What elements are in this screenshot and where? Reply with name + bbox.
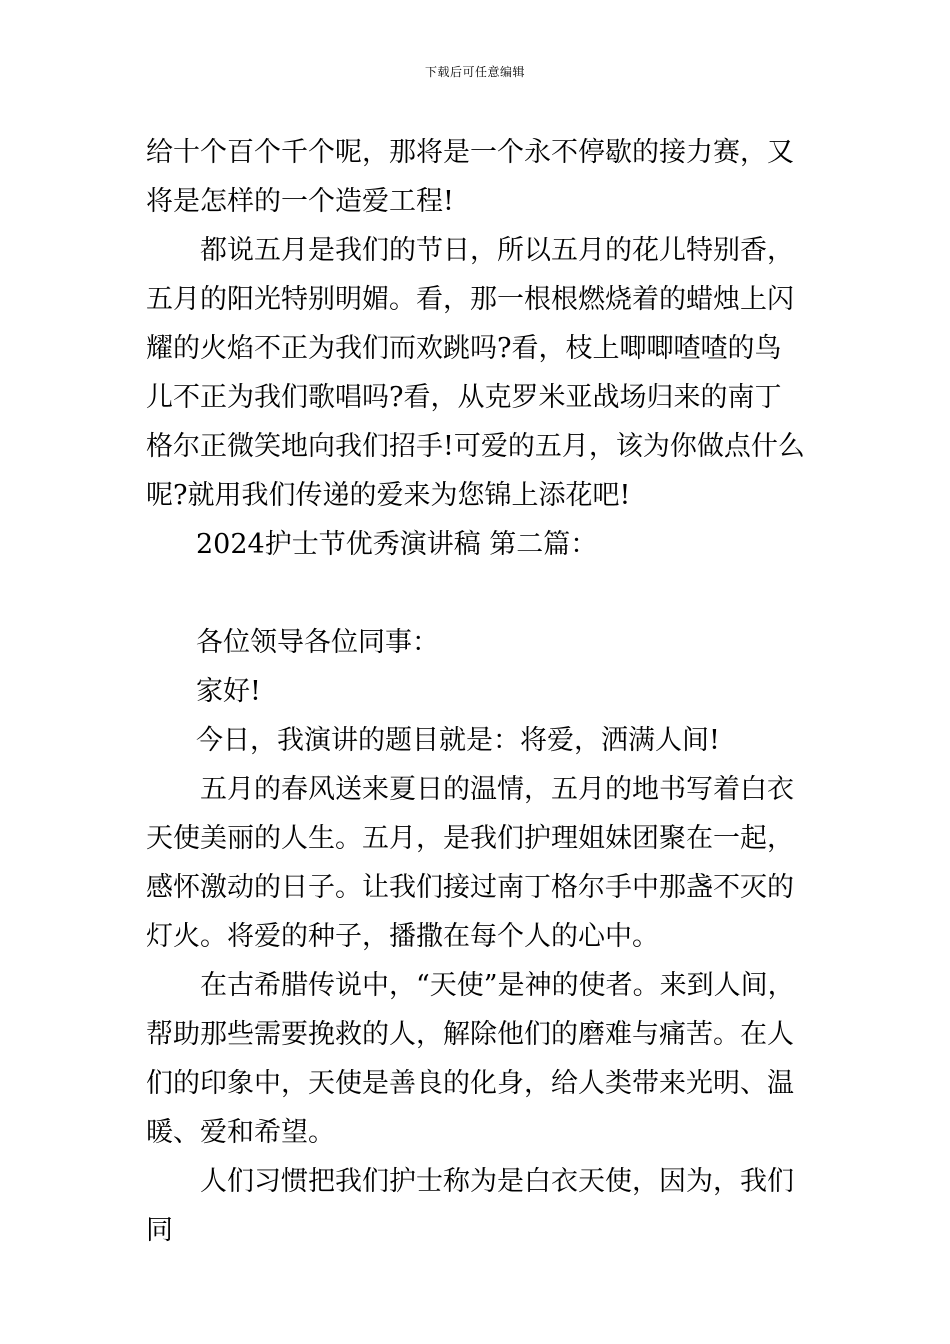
page-header: 下载后可任意编辑 bbox=[424, 65, 525, 79]
paragraph-continuation: 给十个百个千个呢，那将是一个永不停歇的接力赛，又将是怎样的一个造爱工程! bbox=[146, 137, 794, 217]
blank-line bbox=[146, 569, 808, 618]
paragraph-white-angels: 人们习惯把我们护士称为是白衣天使，因为，我们同 bbox=[146, 1166, 794, 1246]
paragraph-may-festival: 都说五月是我们的节日，所以五月的花儿特别香，五月的阳光特别明媚。看，那一根根燃烧着的蜡烛上闪耀的火焰不正为我们而欢跳吗?看，枝上唧唧喳喳的鸟儿不正为我们歌唱吗?看，从克罗米亚战场归来的南丁格尔正微笑地向我们招手!可爱的五月，该为你做点什么呢?就用我们传递的爱来为您锦上添花吧! bbox=[146, 235, 805, 511]
document-body bbox=[146, 128, 808, 1255]
section-title: 2024护士节优秀演讲稿 第二篇： bbox=[196, 529, 598, 560]
greeting: 家好! bbox=[196, 676, 261, 707]
speech-topic: 今日，我演讲的题目就是：将爱，洒满人间! bbox=[196, 725, 720, 756]
paragraph-spring-wind: 五月的春风送来夏日的温情，五月的地书写着白衣天使美丽的人生。五月，是我们护理姐妹团聚在一起，感怀激动的日子。让我们接过南丁格尔手中那盏不灭的灯火。将爱的种子，播撒在每个人的心中。 bbox=[146, 774, 794, 952]
salutation: 各位领导各位同事： bbox=[196, 627, 439, 658]
paragraph-angel-legend: 在古希腊传说中，“天使”是神的使者。来到人间，帮助那些需要挽救的人，解除他们的磨难与痛苦。在人们的印象中，天使是善良的化身，给人类带来光明、温暖、爱和希望。 bbox=[146, 970, 795, 1148]
